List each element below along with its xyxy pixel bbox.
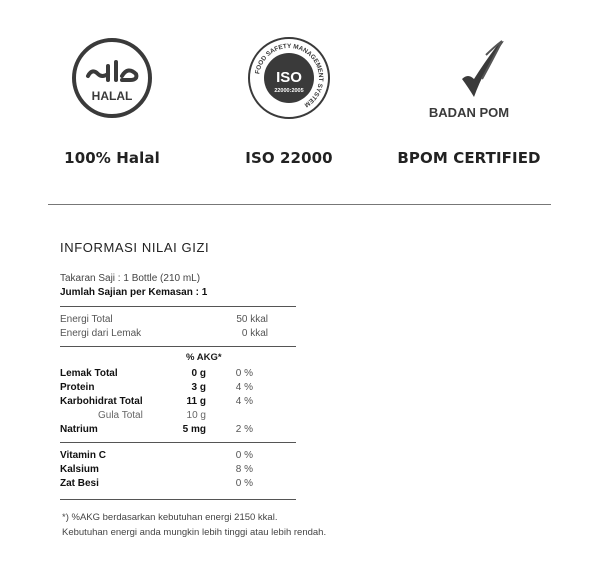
- nutrient-row: [60, 423, 420, 437]
- vitamin-label: Zat Besi: [60, 478, 99, 489]
- rule: [60, 346, 296, 347]
- vitamin-list: [60, 449, 420, 491]
- cert-label-bpom: BPOM CERTIFIED: [397, 149, 541, 167]
- footnote-akg: *) %AKG berdasarkan kebutuhan energi 2150 kkal.: [62, 512, 278, 523]
- vitamin-row: [60, 449, 420, 463]
- nutrient-row: [60, 381, 420, 395]
- nutrient-label: Gula Total: [98, 410, 143, 421]
- iso-logo-text: ISO: [276, 69, 302, 86]
- energy-value: 0 kkal: [241, 328, 268, 339]
- serving-info: [60, 272, 420, 300]
- servings-per-pack: Jumlah Sajian per Kemasan : 1: [60, 287, 208, 298]
- nutrient-qty: 11 g: [186, 396, 206, 407]
- energy-label: Energi dari Lemak: [60, 328, 142, 339]
- vitamin-label: Kalsium: [60, 464, 99, 475]
- nutrient-pct: 2 %: [235, 424, 253, 435]
- footnote: [60, 510, 420, 540]
- vitamin-row: [60, 463, 420, 477]
- nutrient-pct: 0 %: [235, 368, 253, 379]
- nutrient-label: Karbohidrat Total: [60, 396, 143, 407]
- nutrition-title: INFORMASI NILAI GIZI: [60, 240, 210, 255]
- rule: [60, 442, 296, 443]
- nutrient-label: Natrium: [60, 424, 98, 435]
- vitamin-row: [60, 477, 420, 491]
- footnote-energy: Kebutuhan energi anda mungkin lebih tinggi atau lebih rendah.: [62, 527, 327, 538]
- energy-block: [60, 307, 420, 346]
- energy-value: 50 kkal: [236, 314, 268, 325]
- halal-logo-text: HALAL: [91, 89, 133, 103]
- vitamin-pct: 0 %: [235, 478, 253, 489]
- energy-row: [60, 327, 268, 341]
- nutrient-qty: 0 g: [191, 368, 206, 379]
- nutrient-qty: 3 g: [191, 382, 206, 393]
- nutrition-facts: [60, 240, 420, 540]
- vitamin-label: Vitamin C: [60, 450, 106, 461]
- nutrient-label: Protein: [60, 382, 95, 393]
- nutrient-pct: 4 %: [235, 396, 253, 407]
- nutrient-row: [60, 367, 420, 381]
- energy-label: Energi Total: [60, 314, 113, 325]
- energy-row: [60, 313, 268, 327]
- cert-iso: [199, 30, 379, 167]
- bpom-check-icon: [379, 30, 559, 126]
- halal-seal-icon: [22, 30, 202, 126]
- iso-ring-text: FOOD SAFETY MANAGEMENT SYSTEM: [254, 42, 325, 109]
- nutrient-label: Lemak Total: [60, 368, 118, 379]
- cert-halal: [22, 30, 202, 167]
- cert-label-iso: ISO 22000: [245, 149, 333, 167]
- bpom-logo-text: BADAN POM: [428, 105, 510, 120]
- nutrient-list: [60, 367, 420, 437]
- vitamin-pct: 8 %: [235, 464, 253, 475]
- akg-header: % AKG*: [186, 352, 222, 363]
- iso-seal-icon: [199, 30, 379, 126]
- section-divider: [48, 204, 551, 205]
- nutrient-qty: 10 g: [186, 410, 206, 421]
- nutrient-pct: 4 %: [235, 382, 253, 393]
- rule: [60, 499, 296, 500]
- vitamin-pct: 0 %: [235, 450, 253, 461]
- nutrient-row: [60, 409, 420, 423]
- iso-logo-subtext: 22000:2005: [274, 88, 304, 94]
- cert-label-halal: 100% Halal: [64, 149, 160, 167]
- serving-size: Takaran Saji : 1 Bottle (210 mL): [60, 273, 201, 284]
- cert-bpom: [379, 30, 559, 167]
- nutrient-qty: 5 mg: [182, 424, 206, 435]
- nutrient-row: [60, 395, 420, 409]
